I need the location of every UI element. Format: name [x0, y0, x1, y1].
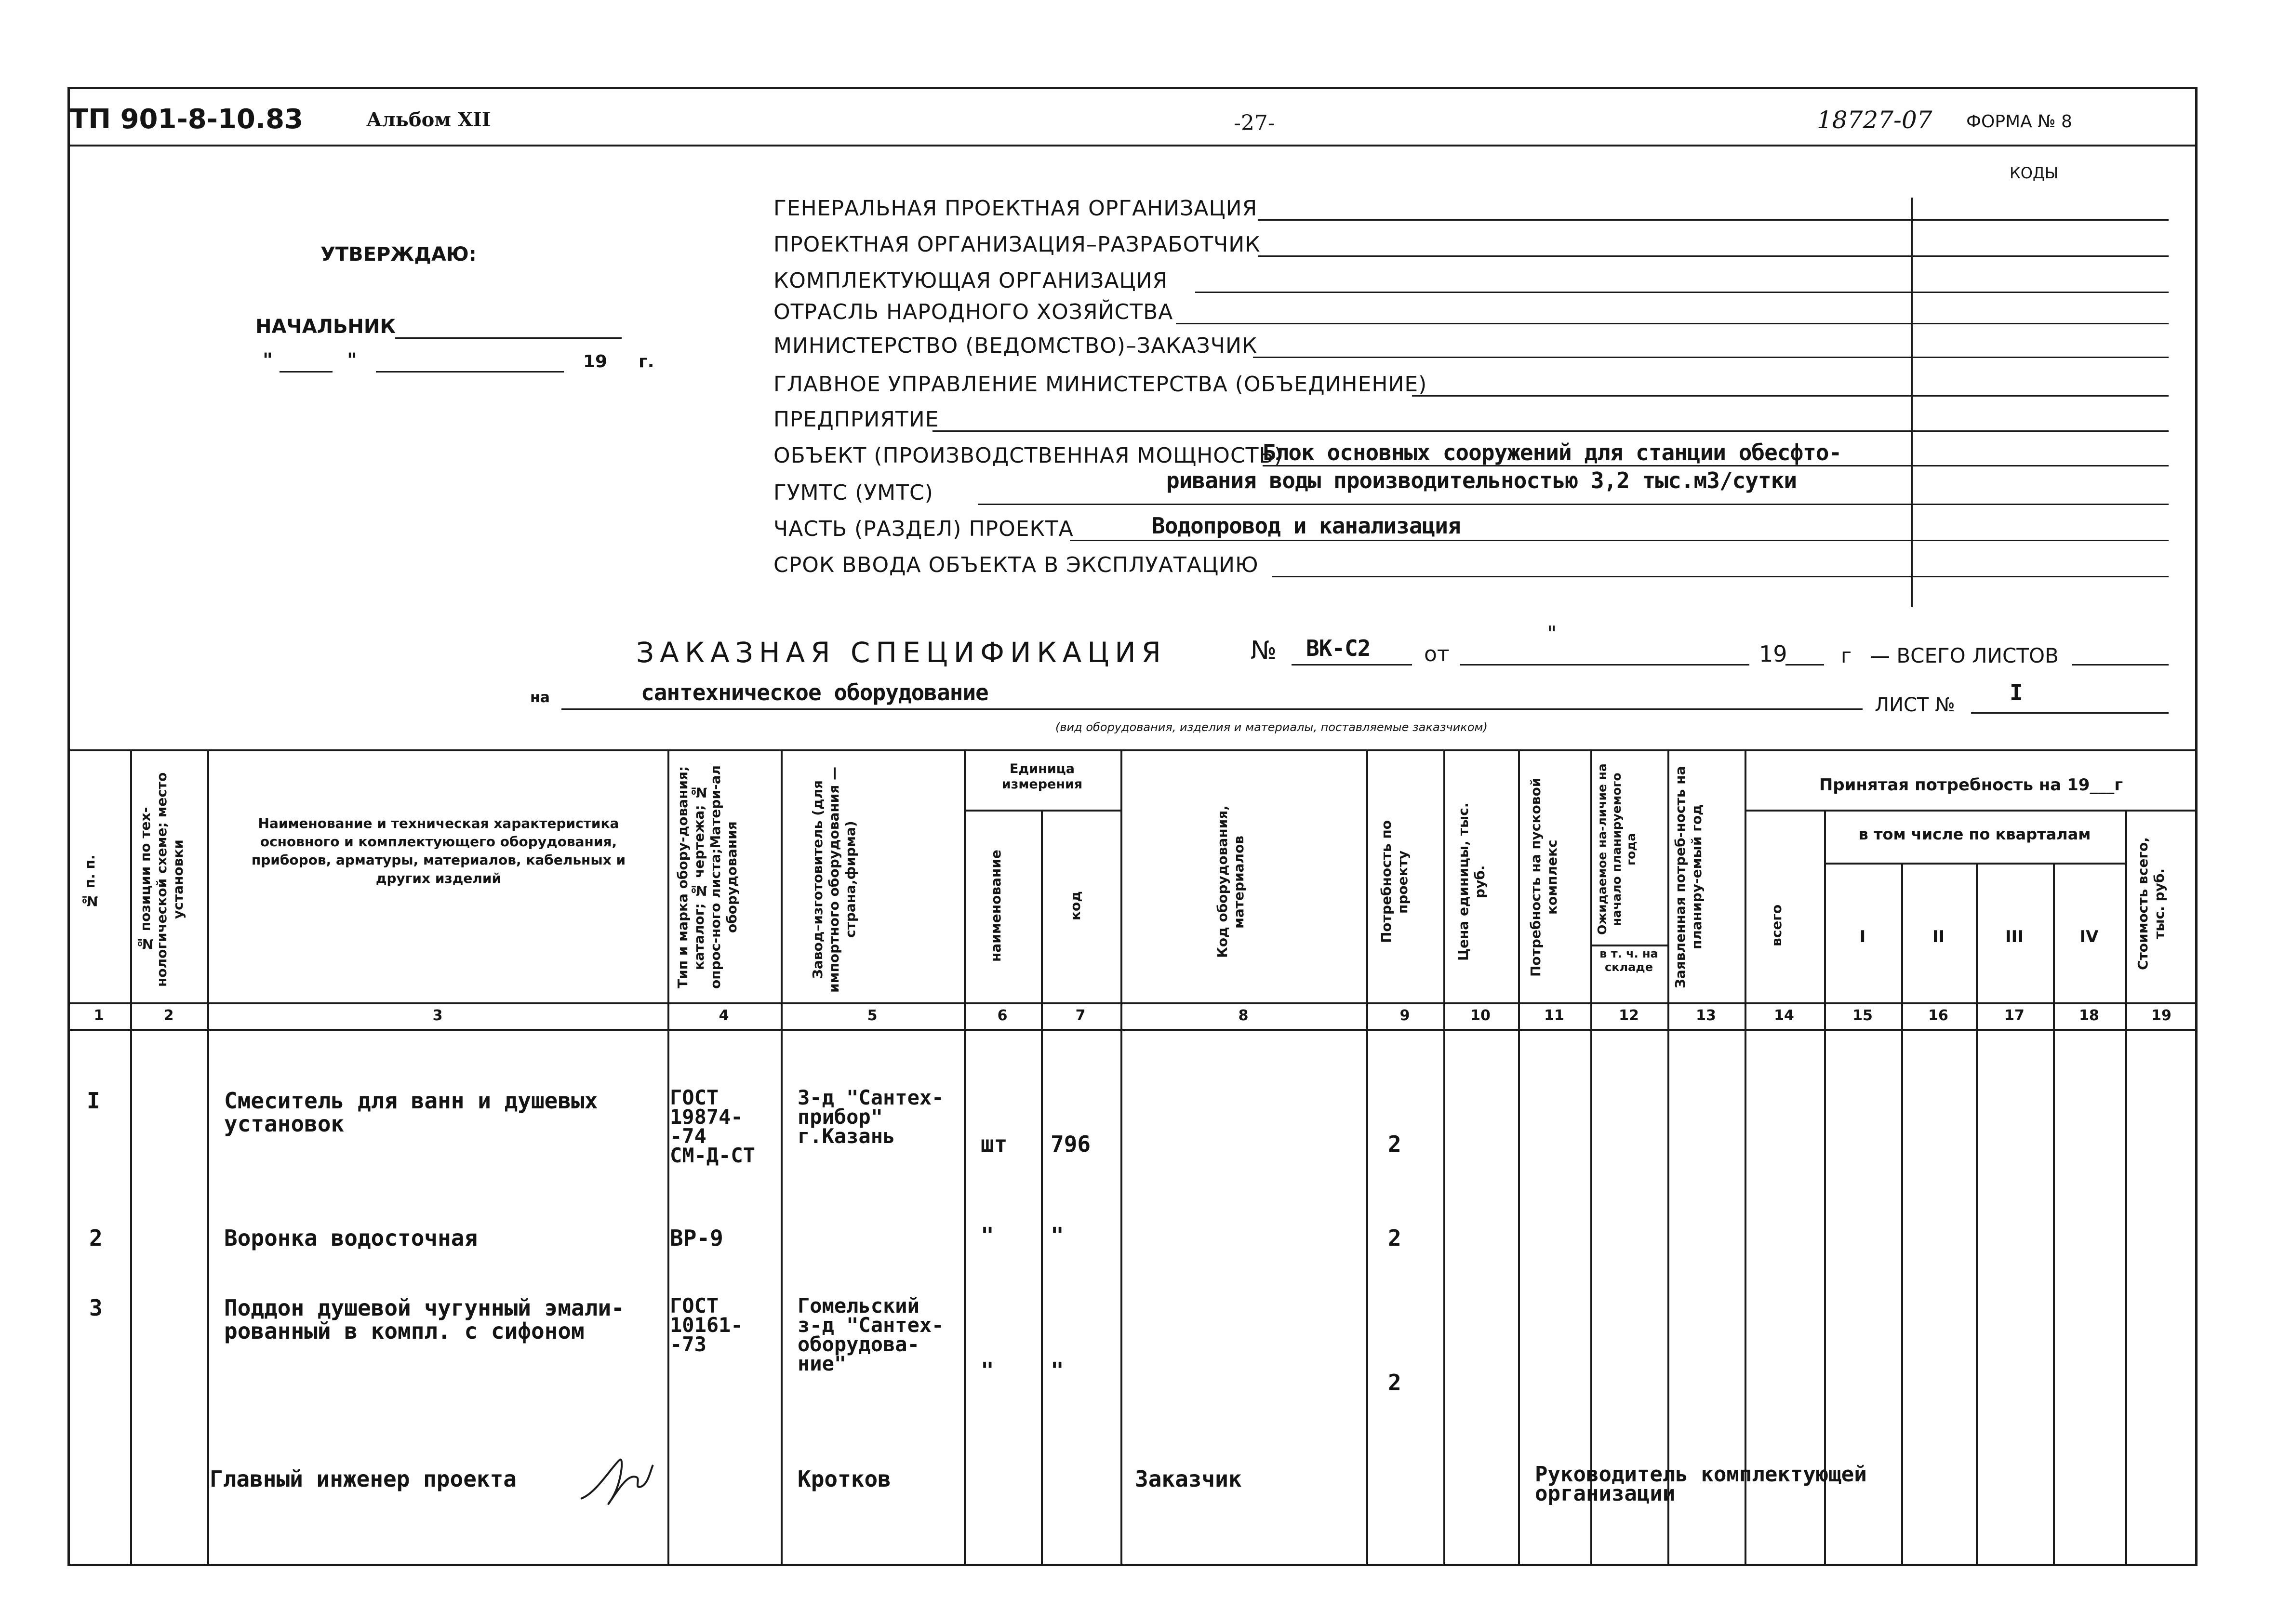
col-divider	[1041, 810, 1043, 1566]
project-code: ТП 901-8-10.83	[70, 104, 304, 135]
field-commissioning: СРОК ВВОДА ОБЪЕКТА В ЭКСПЛУАТАЦИЮ	[773, 553, 1259, 577]
column-number: 14	[1774, 1007, 1794, 1024]
field-line	[1176, 323, 2169, 324]
field-supplier-org: КОМПЛЕКТУЮЩАЯ ОРГАНИЗАЦИЯ	[773, 268, 1168, 293]
header-divider	[67, 145, 2198, 146]
signature-scribble	[576, 1451, 658, 1513]
accepted-group-divider	[1745, 810, 2198, 812]
field-main-directorate: ГЛАВНОЕ УПРАВЛЕНИЕ МИНИСТЕРСТВА (ОБЪЕДИНЕНИЕ)	[773, 372, 1427, 397]
spec-title: ЗАКАЗНАЯ СПЕЦИФИКАЦИЯ	[636, 636, 1167, 669]
date-year: 19	[583, 352, 608, 372]
col-divider	[781, 749, 783, 1566]
row3-type: ГОСТ 10161- -73	[670, 1294, 743, 1356]
column-number: 5	[867, 1007, 878, 1024]
codes-column-divider	[1911, 198, 1913, 607]
header-col1: № п. п.	[82, 854, 98, 909]
field-line	[1263, 465, 2169, 466]
spec-date-line	[1460, 664, 1749, 666]
column-number: 18	[2079, 1007, 2099, 1024]
header-col5: Завод–изготовитель (для импортного оборудования —страна,фирма)	[810, 766, 858, 993]
supplier-head-label: Руководитель комплектующей организации	[1535, 1462, 1867, 1506]
header-accepted-group: Принятая потребность на 19___г	[1819, 775, 2123, 795]
col-divider	[1824, 810, 1826, 1566]
spec-number-label: №	[1251, 636, 1277, 665]
col-divider	[1667, 749, 1669, 1566]
column-number: 4	[719, 1007, 729, 1024]
column-number: 3	[432, 1007, 443, 1024]
total-sheets-label: — ВСЕГО ЛИСТОВ	[1870, 644, 2059, 667]
header-col14: всего	[1769, 904, 1785, 946]
row1-type: ГОСТ 19874- -74 СМ-Д-СТ	[670, 1086, 756, 1167]
row1-no: I	[87, 1088, 100, 1114]
sheet-label: ЛИСТ №	[1875, 694, 1955, 716]
field-enterprise: ПРЕДПРИЯТИЕ	[773, 407, 939, 432]
field-line	[933, 430, 2169, 432]
header-col12-stock: в т. ч. на складе	[1599, 947, 1658, 974]
spec-subject-line	[561, 708, 1863, 710]
row3-unit-code: "	[1051, 1358, 1064, 1384]
date-month-line	[376, 371, 564, 373]
column-number: 8	[1238, 1007, 1249, 1024]
spec-from-label: от	[1424, 642, 1450, 666]
header-col16: II	[1932, 927, 1945, 946]
spec-number-line	[1292, 664, 1412, 666]
field-line	[1253, 357, 2169, 358]
header-quarters-group: в том числе по кварталам	[1858, 825, 2091, 843]
header-col15: I	[1859, 927, 1866, 946]
spec-on-label: на	[530, 689, 550, 706]
col-divider	[667, 749, 669, 1566]
header-col3: Наименование и техническая характеристика основного и комплектующего оборудования, приборов, арматуры, материалов, кабельных и других изделий	[251, 815, 626, 886]
field-line	[1272, 576, 2169, 577]
table-top-border	[67, 749, 2198, 751]
header-col12: Ожидаемое на-личие на начало планируемого года	[1595, 763, 1638, 935]
column-number: 19	[2151, 1007, 2171, 1024]
date-year-suffix: г.	[639, 352, 654, 372]
row3-name: Поддон душевой чугунный эмали- рованный в компл. с сифоном	[224, 1295, 625, 1344]
header-col13: Заявленная потреб-ность на планиру-емый год	[1672, 766, 1705, 988]
page-number: -27-	[1234, 111, 1275, 135]
column-number: 13	[1696, 1007, 1716, 1024]
header-col4: Тип и марка обору-дования; каталог; № чертежа; № опрос-ного листа;Матери-ал оборудования	[675, 765, 740, 989]
sheet-number: I	[2010, 679, 2023, 706]
row2-name: Воронка водосточная	[224, 1225, 478, 1251]
spec-subject-caption: (вид оборудования, изделия и материалы, поставляемые заказчиком)	[1055, 720, 1488, 734]
field-line	[978, 504, 2169, 505]
table-numbers-bottom	[67, 1029, 2198, 1031]
approve-label: УТВЕРЖДАЮ:	[320, 243, 477, 266]
document-number: 18727-07	[1817, 106, 1932, 134]
col-divider	[1745, 749, 1746, 1566]
col-divider	[2053, 863, 2055, 1566]
spec-number: ВК-С2	[1306, 635, 1371, 661]
field-project-part: ЧАСТЬ (РАЗДЕЛ) ПРОЕКТА	[773, 517, 1074, 541]
codes-label: КОДЫ	[2010, 164, 2059, 182]
form-number: ФОРМА № 8	[1966, 112, 2072, 132]
field-industry: ОТРАСЛЬ НАРОДНОГО ХОЗЯЙСТВА	[773, 300, 1173, 324]
header-col2: № позиции по тех-нологической схеме; место установки	[137, 772, 186, 987]
column-number: 2	[163, 1007, 174, 1024]
column-number: 7	[1075, 1007, 1086, 1024]
header-col17: III	[2005, 927, 2024, 946]
chief-engineer-name: Кротков	[798, 1466, 891, 1492]
spec-year-line	[1785, 664, 1824, 666]
date-day-line	[280, 371, 333, 373]
row1-unit: шт	[981, 1131, 1008, 1157]
chief-signature-line	[395, 337, 622, 339]
row2-qty: 2	[1388, 1225, 1401, 1251]
row2-unit: "	[981, 1223, 994, 1249]
row3-qty: 2	[1388, 1370, 1401, 1396]
header-col9: Потребность по проекту	[1378, 820, 1411, 944]
field-designer-developer: ПРОЕКТНАЯ ОРГАНИЗАЦИЯ–РАЗРАБОТЧИК	[773, 232, 1261, 257]
header-col8: Код оборудования, материалов	[1214, 805, 1247, 958]
column-number: 9	[1399, 1007, 1410, 1024]
col-divider	[2125, 810, 2127, 1566]
field-object: ОБЪЕКТ (ПРОИЗВОДСТВЕННАЯ МОЩНОСТЬ)	[773, 443, 1283, 468]
header-col19: Стоимость всего, тыс. руб.	[2135, 837, 2167, 970]
col-divider	[130, 749, 132, 1566]
col-divider	[964, 749, 966, 1566]
spec-subject: сантехническое оборудование	[641, 679, 988, 706]
header-col10: Цена единицы, тыс. руб.	[1455, 802, 1488, 961]
header-unit-group: Единица измерения	[1001, 761, 1083, 792]
header-col7: код	[1067, 891, 1083, 921]
field-line	[1258, 219, 2169, 221]
field-general-designer: ГЕНЕРАЛЬНАЯ ПРОЕКТНАЯ ОРГАНИЗАЦИЯ	[773, 196, 1258, 221]
spec-year-suffix: г	[1841, 644, 1852, 667]
row3-unit: "	[981, 1358, 994, 1384]
header-col11: Потребность на пусковой комплекс	[1528, 777, 1560, 977]
sheet-number-line	[1971, 712, 2169, 714]
row3-no: 3	[89, 1295, 103, 1321]
column-number: 10	[1470, 1007, 1491, 1024]
date-quote-close: "	[347, 349, 357, 372]
table-header-bottom	[67, 1002, 2198, 1004]
field-gumts-value: ривания воды производительностью 3,2 тыс.м3/сутки	[1166, 467, 1797, 493]
row2-type: ВР-9	[670, 1225, 723, 1251]
stock-subdivider	[1590, 945, 1667, 946]
spec-year: 19	[1759, 641, 1787, 667]
customer-label: Заказчик	[1135, 1466, 1242, 1492]
col-divider	[1120, 749, 1122, 1566]
row2-unit-code: "	[1051, 1223, 1064, 1249]
col-divider	[207, 749, 209, 1566]
total-sheets-line	[2072, 664, 2169, 666]
field-line	[1195, 292, 2169, 293]
col-divider	[1976, 863, 1978, 1566]
row1-maker: З-д "Сантех- прибор" г.Казань	[798, 1086, 944, 1148]
row1-name: Смеситель для ванн и душевых установок	[224, 1088, 598, 1137]
album-label: Альбом XII	[366, 108, 491, 131]
field-line	[1258, 255, 2169, 257]
col-divider	[1518, 749, 1520, 1566]
row1-qty: 2	[1388, 1131, 1401, 1157]
row1-unit-code: 796	[1051, 1131, 1091, 1157]
field-project-part-value: Водопровод и канализация	[1152, 513, 1461, 539]
field-gumts: ГУМТС (УМТС)	[773, 480, 933, 505]
field-line	[1412, 395, 2169, 397]
chief-engineer-label: Главный инженер проекта	[210, 1466, 517, 1492]
col-divider	[1366, 749, 1368, 1566]
col-divider	[1901, 863, 1903, 1566]
column-number: 15	[1852, 1007, 1873, 1024]
chief-label: НАЧАЛЬНИК	[255, 316, 396, 338]
column-number: 6	[997, 1007, 1008, 1024]
column-number: 17	[2004, 1007, 2025, 1024]
column-number: 12	[1619, 1007, 1639, 1024]
header-col18: IV	[2079, 927, 2099, 946]
column-number: 16	[1928, 1007, 1948, 1024]
spec-date-quote: "	[1547, 622, 1557, 646]
date-quote-open: "	[263, 349, 273, 372]
column-number: 11	[1544, 1007, 1564, 1024]
column-number: 1	[93, 1007, 104, 1024]
col-divider	[1590, 749, 1592, 1566]
col-divider	[1443, 749, 1445, 1566]
unit-group-divider	[964, 810, 1120, 812]
field-line	[1070, 540, 2169, 541]
field-object-value: Блок основных сооружений для станции обесфто-	[1263, 439, 1842, 466]
header-col6: наименование	[988, 850, 1004, 962]
quarters-group-divider	[1824, 863, 2125, 865]
field-ministry: МИНИСТЕРСТВО (ВЕДОМСТВО)–ЗАКАЗЧИК	[773, 333, 1258, 358]
row3-maker: Гомельский з-д "Сантех- оборудова- ние"	[798, 1294, 944, 1375]
row2-no: 2	[89, 1225, 103, 1251]
